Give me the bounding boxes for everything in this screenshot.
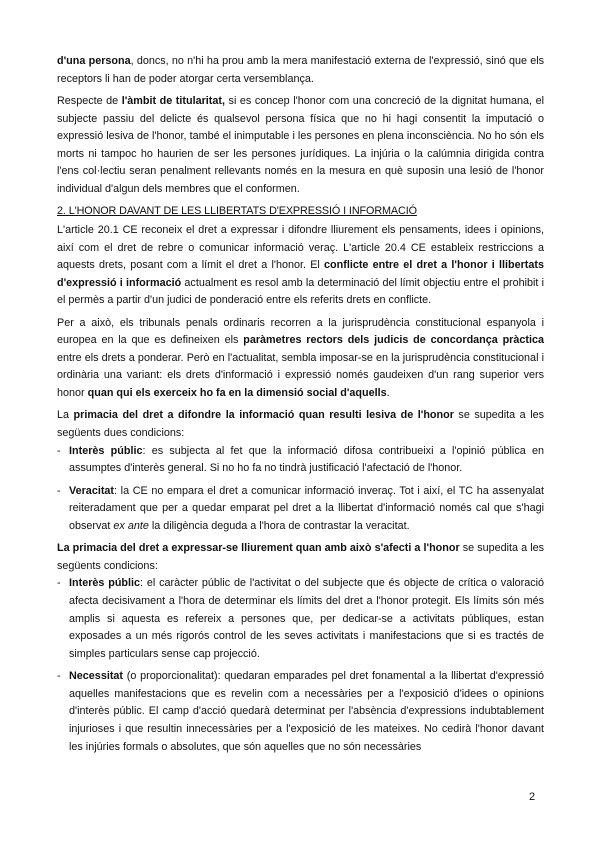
list-item: - Veracitat: la CE no empara el dret a comunicar informació inveraç. Tot i així, el TC ha assenyalat reiteradament que per a quedar emparat pel dret a la llibertat d'informació només cal que s'hagi observat ex ante la diligència deguda a l'hora de contrastar la veracitat. [57,484,544,532]
bold-text: primacia del dret a difondre la informació quan resulti lesiva de l'honor [73,409,454,422]
paragraph-ownership-scope: Respecte de l'àmbit de titularitat, si es concep l'honor com una concreció de la dignitat humana, el subjecte passiu del delicte és qualsevol persona física que no hi hagi consentit la imputació o expressió lesiva de l'honor, també el inimputable i les persones en plena inconsciència. No ho són els morts ni tampoc ho haurien de ser les persones jurídiques. La injúria o la calúmnia dirigida contra l'ens col·lectiu seran penalment rellevants només en la mesura en què suposin una lesió de l'honor individual d'algun dels membres que el conformen. [57,94,545,195]
list-dash: - [57,670,61,683]
paragraph-expression-primacy: La primacia del dret a expressar-se lliurement quan amb això s'afecti a l'honor se supedita a les següents condicions: [57,542,545,572]
list-dash: - [57,444,61,457]
bold-text: quan qui els exerceix ho fa en la dimensió social d'aquells [87,387,387,400]
list-item: - Interès públic: el caràcter públic de l'activitat o del subjecte que és objecte de crítica o valoració afecta decisivament a l'hora de determinar els límits del dret a l'honor protegit. Els límits són més amplis si aquesta es refereix a persones que, per dedicar-se a activitats públiques, estan exposades a un més rigorós control de les seves activitats i manifestacions que si es tractés de simples particulars sense cap projecció. [57,577,544,660]
paragraph-article-20: L'article 20.1 CE reconeix el dret a expressar i difondre lliurement els pensaments, idees i opinions, així com el dret de rebre o comunicar informació veraç. L'article 20.4 CE estableix restriccions a aquests drets, posant com a límit el dret a l'honor. El conflicte entre el dret a l'honor i llibertats d'expressió i informació actualment es resol amb la determinació del límit objectiu entre el prohibit i el permès a partir d'un judici de ponderació entre els referits drets en conflicte. [57,223,544,307]
paragraph-victim-scope: d'una persona, doncs, no n'hi ha prou amb la mera manifestació externa de l'expressió, sinó que els receptors li han de poder atorgar certa versemblança. [57,55,545,85]
document-page [57,53,544,761]
italic-text: ex ante [113,519,149,532]
bold-text: Interès públic [69,577,141,590]
bold-text: La primacia del dret a expressar-se lliurement quan amb això s'afecti a l'honor [57,542,460,555]
paragraph-information-primacy: La primacia del dret a difondre la informació quan resulti lesiva de l'honor se supedita a les següents dues condicions: [57,409,545,440]
bold-text: conflicte entre el dret a l'honor i llibertats d'expressió i informació [57,259,544,289]
bold-text: l'àmbit de titularitat, [121,94,225,107]
bold-text: Interès públic [69,444,143,457]
section-heading: 2. L'HONOR DAVANT DE LES LLIBERTATS D'EXPRESSIÓ I INFORMACIÓ [57,205,417,218]
bold-text: paràmetres rectors dels judicis de concordança pràctica [243,334,544,347]
paragraph-jurisprudence: Per a això, els tribunals penals ordinaris recorren a la jurisprudència constitucional espanyola i europea en la que es defineixen els paràmetres rectors dels judicis de concordança pràctica entre els drets a ponderar. Però en l'actualitat, sembla imposar-se en la jurisprudència constitucional i ordinària una variant: els drets d'informació i expressió només gaudeixen d'un rang superior vers honor quan qui els exerceix ho fa en la dimensió social d'aquells. [57,316,544,400]
bold-text: Necessitat [69,670,124,683]
list-dash: - [57,577,61,590]
bold-text: Veracitat [69,484,115,497]
page-number: 2 [529,791,536,803]
list-dash: - [57,484,61,497]
list-item: - Interès públic: es subjecta al fet que la informació difosa contribueixi a l'opinió pública en assumptes d'interès general. Si no ho fa no tindrà justificació l'afectació de l'honor. [57,444,545,475]
list-item: - Necessitat (o proporcionalitat): quedaran emparades pel dret fonamental a la llibertat d'expressió aquelles manifestacions que es revelin com a necessàries per a l'exposició d'idees o opinions d'interès públic. El camp d'acció quedarà determinat per l'absència d'expressions indubtablement injurioses i que resultin innecessàries per a l'exposició de les mateixes. No cedirà l'honor davant les injúries formals o absolutes, que són aquelles que no són necessàries [57,670,544,753]
bold-text: d'una persona [57,55,131,67]
